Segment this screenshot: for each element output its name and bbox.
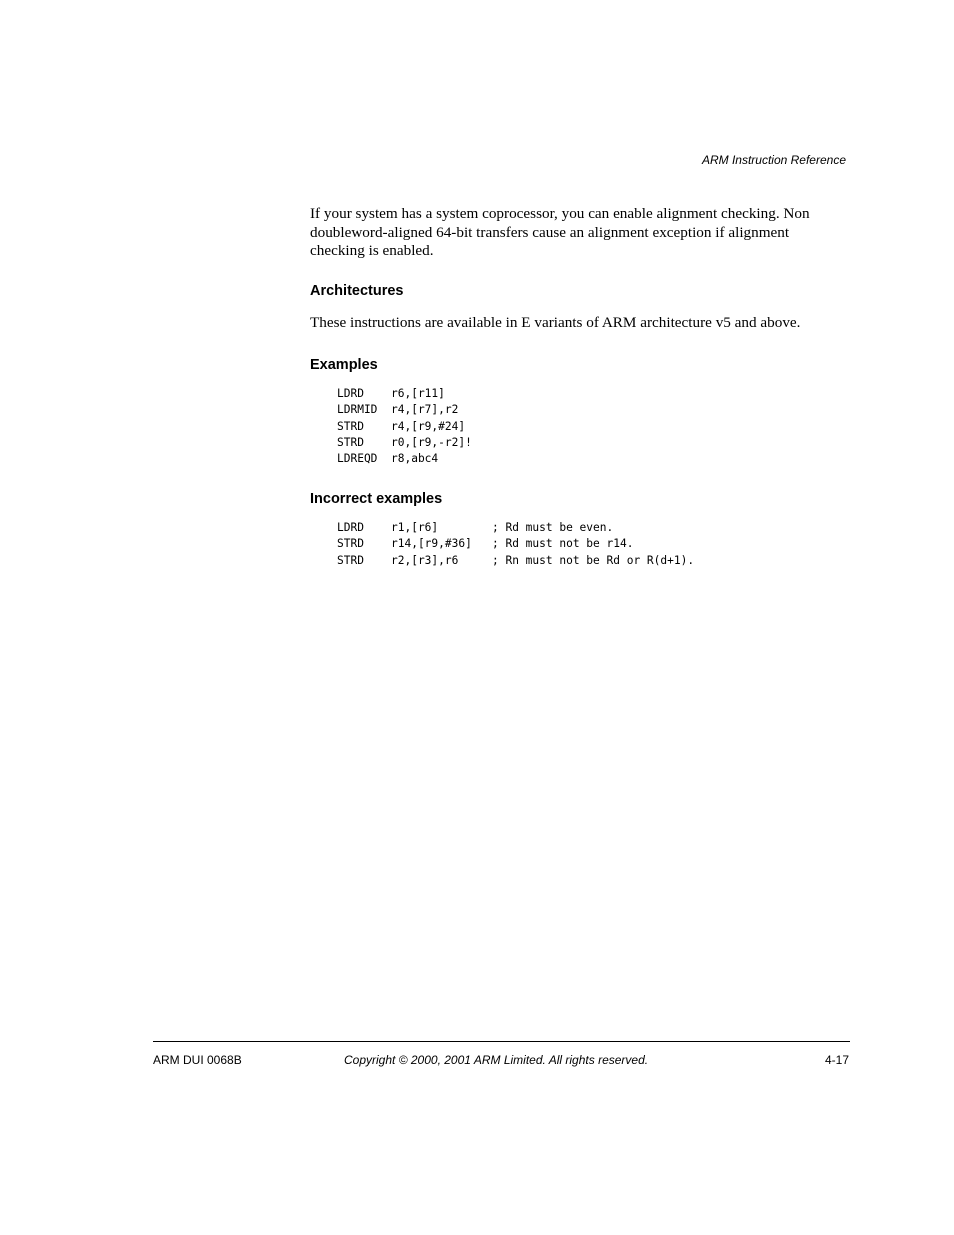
code-comment: ; Rn must not be Rd or R(d+1). [492,553,695,567]
code-mnemonic: LDRMID [337,403,378,417]
code-operands: r0,[r9,-r2]! [391,435,472,449]
code-operands: r6,[r11] [391,386,445,400]
code-operands: r2,[r3],r6 [391,553,459,567]
code-line [337,419,840,435]
code-operands: r1,[r6] [391,520,439,534]
architectures-paragraph: These instructions are available in E variants of ARM architecture v5 and above. [310,314,801,332]
code-mnemonic: STRD [337,553,364,567]
architectures-heading: Architectures [310,283,404,300]
code-mnemonic: STRD [337,419,364,433]
code-mnemonic: LDRD [337,520,364,534]
examples-heading: Examples [310,356,378,373]
code-operands: r14,[r9,#36] [391,537,472,551]
code-mnemonic: LDRD [337,386,364,400]
footer-copyright: Copyright © 2000, 2001 ARM Limited. All rights reserved. [344,1053,649,1067]
code-comment: ; Rd must be even. [492,520,614,534]
footer-page-number: 4-17 [824,1053,849,1067]
code-line [337,451,840,467]
code-line [337,553,840,569]
code-operands: r4,[r7],r2 [391,403,459,417]
footer-doc-id: ARM DUI 0068B [153,1053,242,1067]
code-line [337,402,840,418]
code-line [337,536,840,552]
code-mnemonic: STRD [337,435,364,449]
code-line [337,386,840,402]
code-mnemonic: LDREQD [337,452,378,466]
incorrect-examples-heading: Incorrect examples [310,490,443,507]
main-content [310,205,840,569]
code-comment: ; Rd must not be r14. [492,537,634,551]
code-mnemonic: STRD [337,537,364,551]
code-line [337,435,840,451]
examples-code-block [337,386,840,468]
footer-divider [153,1041,850,1042]
incorrect-examples-code-block [337,520,840,569]
code-operands: r4,[r9,#24] [391,419,466,433]
running-header-title: ARM Instruction Reference [701,153,846,167]
code-line [337,520,840,536]
intro-paragraph: If your system has a system coprocessor, you can enable alignment checking. Non doubleword-aligned 64-bit transfers cause an alignment exception if alignment checking is enabled. [310,205,810,260]
code-operands: r8,abc4 [391,452,439,466]
